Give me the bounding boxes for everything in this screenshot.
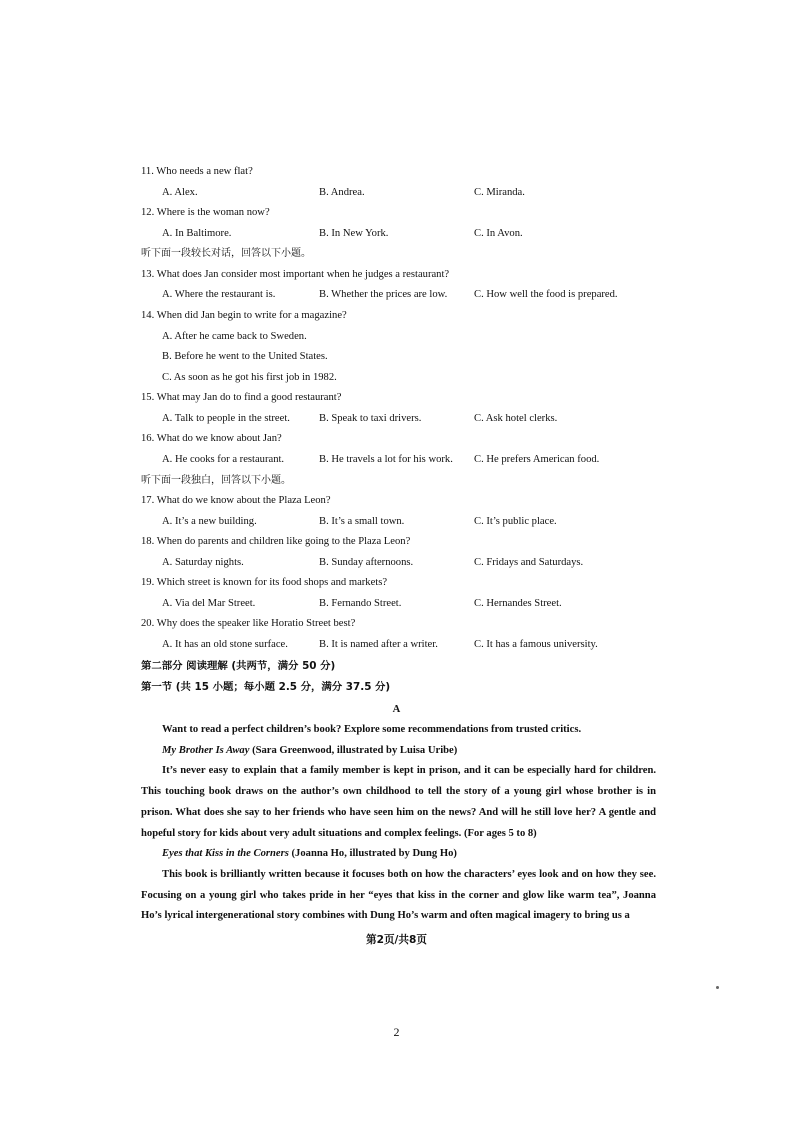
question-15-option-a: A. Talk to people in the street. xyxy=(162,413,290,424)
question-19-option-a: A. Via del Mar Street. xyxy=(162,598,256,609)
question-11-option-a: A. Alex. xyxy=(162,187,198,198)
question-17-option-a: A. It’s a new building. xyxy=(162,516,257,527)
question-11-option-b: B. Andrea. xyxy=(319,187,365,198)
question-11-option-c: C. Miranda. xyxy=(474,187,525,198)
question-13-option-c: C. How well the food is prepared. xyxy=(474,289,618,300)
question-19-option-b: B. Fernando Street. xyxy=(319,598,402,609)
page-counter: 第2页/共8页 xyxy=(366,934,427,946)
question-18-option-b: B. Sunday afternoons. xyxy=(319,557,414,568)
question-20-option-a: A. It has an old stone surface. xyxy=(162,639,288,650)
passage-intro: Want to read a perfect children’s book? Explore some recommendations from trusted critics. xyxy=(162,724,582,735)
book-2-title: Eyes that Kiss in the Corners xyxy=(162,848,289,860)
passage-body xyxy=(141,720,656,927)
question-17-stem: 17. What do we know about the Plaza Leon? xyxy=(141,495,331,506)
book-2-heading xyxy=(141,844,656,865)
passage-letter: A xyxy=(392,704,401,715)
question-18-option-a: A. Saturday nights. xyxy=(162,557,244,568)
page-number: 2 xyxy=(393,1025,400,1039)
book-2-credit: (Joanna Ho, illustrated by Dung Ho) xyxy=(288,848,457,860)
question-13-stem: 13. What does Jan consider most important when he judges a restaurant? xyxy=(141,269,450,280)
question-14-option-a: A. After he came back to Sweden. xyxy=(162,331,307,342)
question-18-stem: 18. When do parents and children like going to the Plaza Leon? xyxy=(141,536,411,547)
question-17-option-b: B. It’s a small town. xyxy=(319,516,405,527)
listening-instruction-2: 听下面一段独白，回答以下小题。 xyxy=(141,475,291,486)
question-14-option-b: B. Before he went to the United States. xyxy=(162,351,328,362)
question-12-option-c: C. In Avon. xyxy=(474,228,523,239)
question-15-option-b: B. Speak to taxi drivers. xyxy=(319,413,422,424)
scan-speck xyxy=(716,986,719,989)
question-12-option-a: A. In Baltimore. xyxy=(162,228,232,239)
question-17-option-c: C. It’s public place. xyxy=(474,516,557,527)
book-2-description: This book is brilliantly written because it focuses both on how the characters’ eyes look and on how they see. Focusing on a young girl who takes pride in her “eyes that kiss in the corner and glow like warm tea”, Joanna Ho’s lyrical intergenerational story combines with Dung Ho’s warm and often magical imagery to bring us a xyxy=(141,868,656,922)
question-20-stem: 20. Why does the speaker like Horatio Street best? xyxy=(141,618,356,629)
section-1-heading: 第一节 (共 15 小题；每小题 2.5 分，满分 37.5 分) xyxy=(141,681,391,693)
question-16-option-b: B. He travels a lot for his work. xyxy=(319,454,453,465)
part-2-heading: 第二部分 阅读理解 (共两节，满分 50 分) xyxy=(141,660,336,672)
book-1-heading xyxy=(141,741,656,762)
question-15-stem: 15. What may Jan do to find a good restaurant? xyxy=(141,392,342,403)
question-13-option-a: A. Where the restaurant is. xyxy=(162,289,276,300)
book-1-credit: (Sara Greenwood, illustrated by Luisa Uribe) xyxy=(249,744,458,756)
question-14-stem: 14. When did Jan begin to write for a magazine? xyxy=(141,310,347,321)
question-18-option-c: C. Fridays and Saturdays. xyxy=(474,557,584,568)
question-13-option-b: B. Whether the prices are low. xyxy=(319,289,448,300)
question-11-stem: 11. Who needs a new flat? xyxy=(141,166,253,177)
book-1-description: It’s never easy to explain that a family member is kept in prison, and it can be especially hard for children. This touching book draws on the author’s own childhood to tell the story of a young girl whose brother is in prison. What does she say to her friends who have seen him on the news? And will he still love her? A gentle and hopeful story for kids about very adult situations and complex feelings. (For ages 5 to 8) xyxy=(141,765,656,839)
question-12-stem: 12. Where is the woman now? xyxy=(141,207,270,218)
question-14-option-c: C. As soon as he got his first job in 1982. xyxy=(162,372,337,383)
question-16-stem: 16. What do we know about Jan? xyxy=(141,433,282,444)
question-16-option-c: C. He prefers American food. xyxy=(474,454,600,465)
question-12-option-b: B. In New York. xyxy=(319,228,389,239)
question-19-stem: 19. Which street is known for its food shops and markets? xyxy=(141,577,388,588)
question-15-option-c: C. Ask hotel clerks. xyxy=(474,413,558,424)
book-1-title: My Brother Is Away xyxy=(162,744,250,756)
question-19-option-c: C. Hernandes Street. xyxy=(474,598,562,609)
question-20-option-b: B. It is named after a writer. xyxy=(319,639,438,650)
question-20-option-c: C. It has a famous university. xyxy=(474,639,598,650)
listening-instruction-1: 听下面一段较长对话，回答以下小题。 xyxy=(141,248,311,259)
question-16-option-a: A. He cooks for a restaurant. xyxy=(162,454,285,465)
